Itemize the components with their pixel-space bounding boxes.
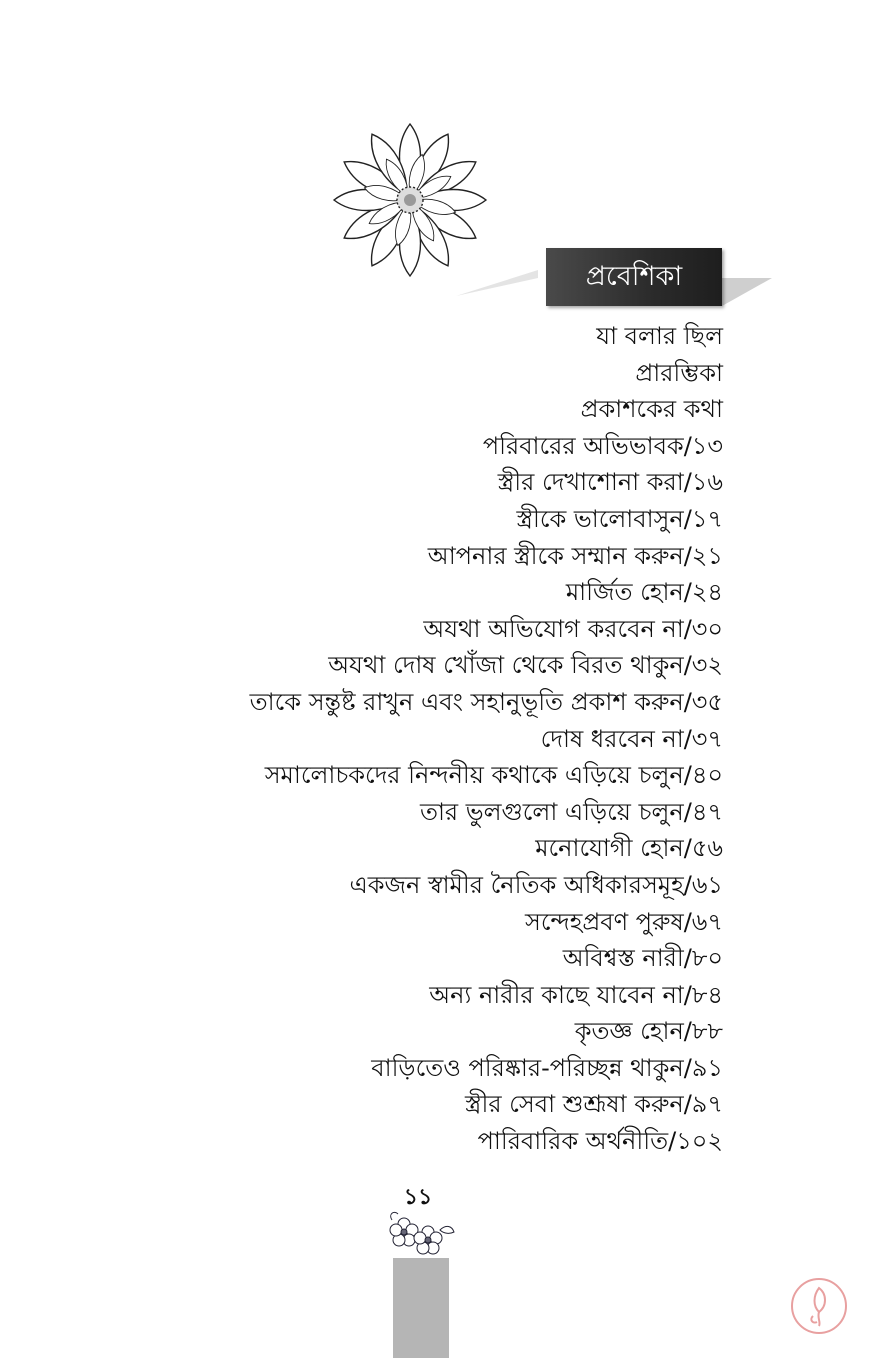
toc-entry: প্রারম্ভিকা xyxy=(635,358,723,387)
toc-entry: অযথা দোষ খোঁজা থেকে বিরত থাকুন/৩২ xyxy=(328,651,723,680)
toc-entry: একজন স্বামীর নৈতিক অধিকারসমূহ/৬১ xyxy=(349,870,723,899)
toc-entry: মার্জিত হোন/২৪ xyxy=(565,578,723,607)
toc-entry: আপনার স্ত্রীকে সম্মান করুন/২১ xyxy=(427,541,723,570)
toc-entry: অন্য নারীর কাছে যাবেন না/৮৪ xyxy=(429,980,723,1009)
small-flowers-illustration xyxy=(384,1210,458,1258)
toc-entry: স্ত্রীর দেখাশোনা করা/১৬ xyxy=(497,468,723,497)
toc-entry: পরিবারের অভিভাবক/১৩ xyxy=(482,431,723,460)
toc-entry: স্ত্রীকে ভালোবাসুন/১৭ xyxy=(516,504,723,533)
toc-entry: তাকে সন্তুষ্ট রাখুন এবং সহানুভূতি প্রকাশ করুন/৩৫ xyxy=(249,687,723,716)
toc-entry: সমালোচকদের নিন্দনীয় কথাকে এড়িয়ে চলুন/৪০ xyxy=(264,761,723,790)
toc-entry: অবিশ্বস্ত নারী/৮০ xyxy=(562,944,723,973)
toc-entry: পারিবারিক অর্থনীতি/১০২ xyxy=(477,1127,723,1156)
toc-entry: অযথা অভিযোগ করবেন না/৩০ xyxy=(423,614,723,643)
section-banner xyxy=(452,248,774,310)
banner-title: প্রবেশিকা xyxy=(546,248,722,306)
page-number: ১১ xyxy=(403,1185,433,1210)
toc-entry: প্রকাশকের কথা xyxy=(580,395,723,424)
toc-entry: সন্দেহপ্রবণ পুরুষ/৬৭ xyxy=(524,907,723,936)
toc-entry: কৃতজ্ঞ হোন/৮৮ xyxy=(574,1017,723,1046)
toc-entry: স্ত্রীর সেবা শুশ্রূষা করুন/৯৭ xyxy=(464,1090,723,1119)
toc-entry: যা বলার ছিল xyxy=(596,322,723,350)
toc-entry: মনোযোগী হোন/৫৬ xyxy=(535,834,723,863)
page-tab-bar xyxy=(393,1258,449,1358)
table-of-contents xyxy=(250,318,723,1160)
toc-entry: বাড়িতেও পরিষ্কার-পরিচ্ছন্ন থাকুন/৯১ xyxy=(371,1053,723,1082)
publisher-logo-icon xyxy=(789,1276,849,1336)
toc-entry: দোষ ধরবেন না/৩৭ xyxy=(540,724,723,753)
toc-entry: তার ভুলগুলো এড়িয়ে চলুন/৪৭ xyxy=(419,797,723,826)
